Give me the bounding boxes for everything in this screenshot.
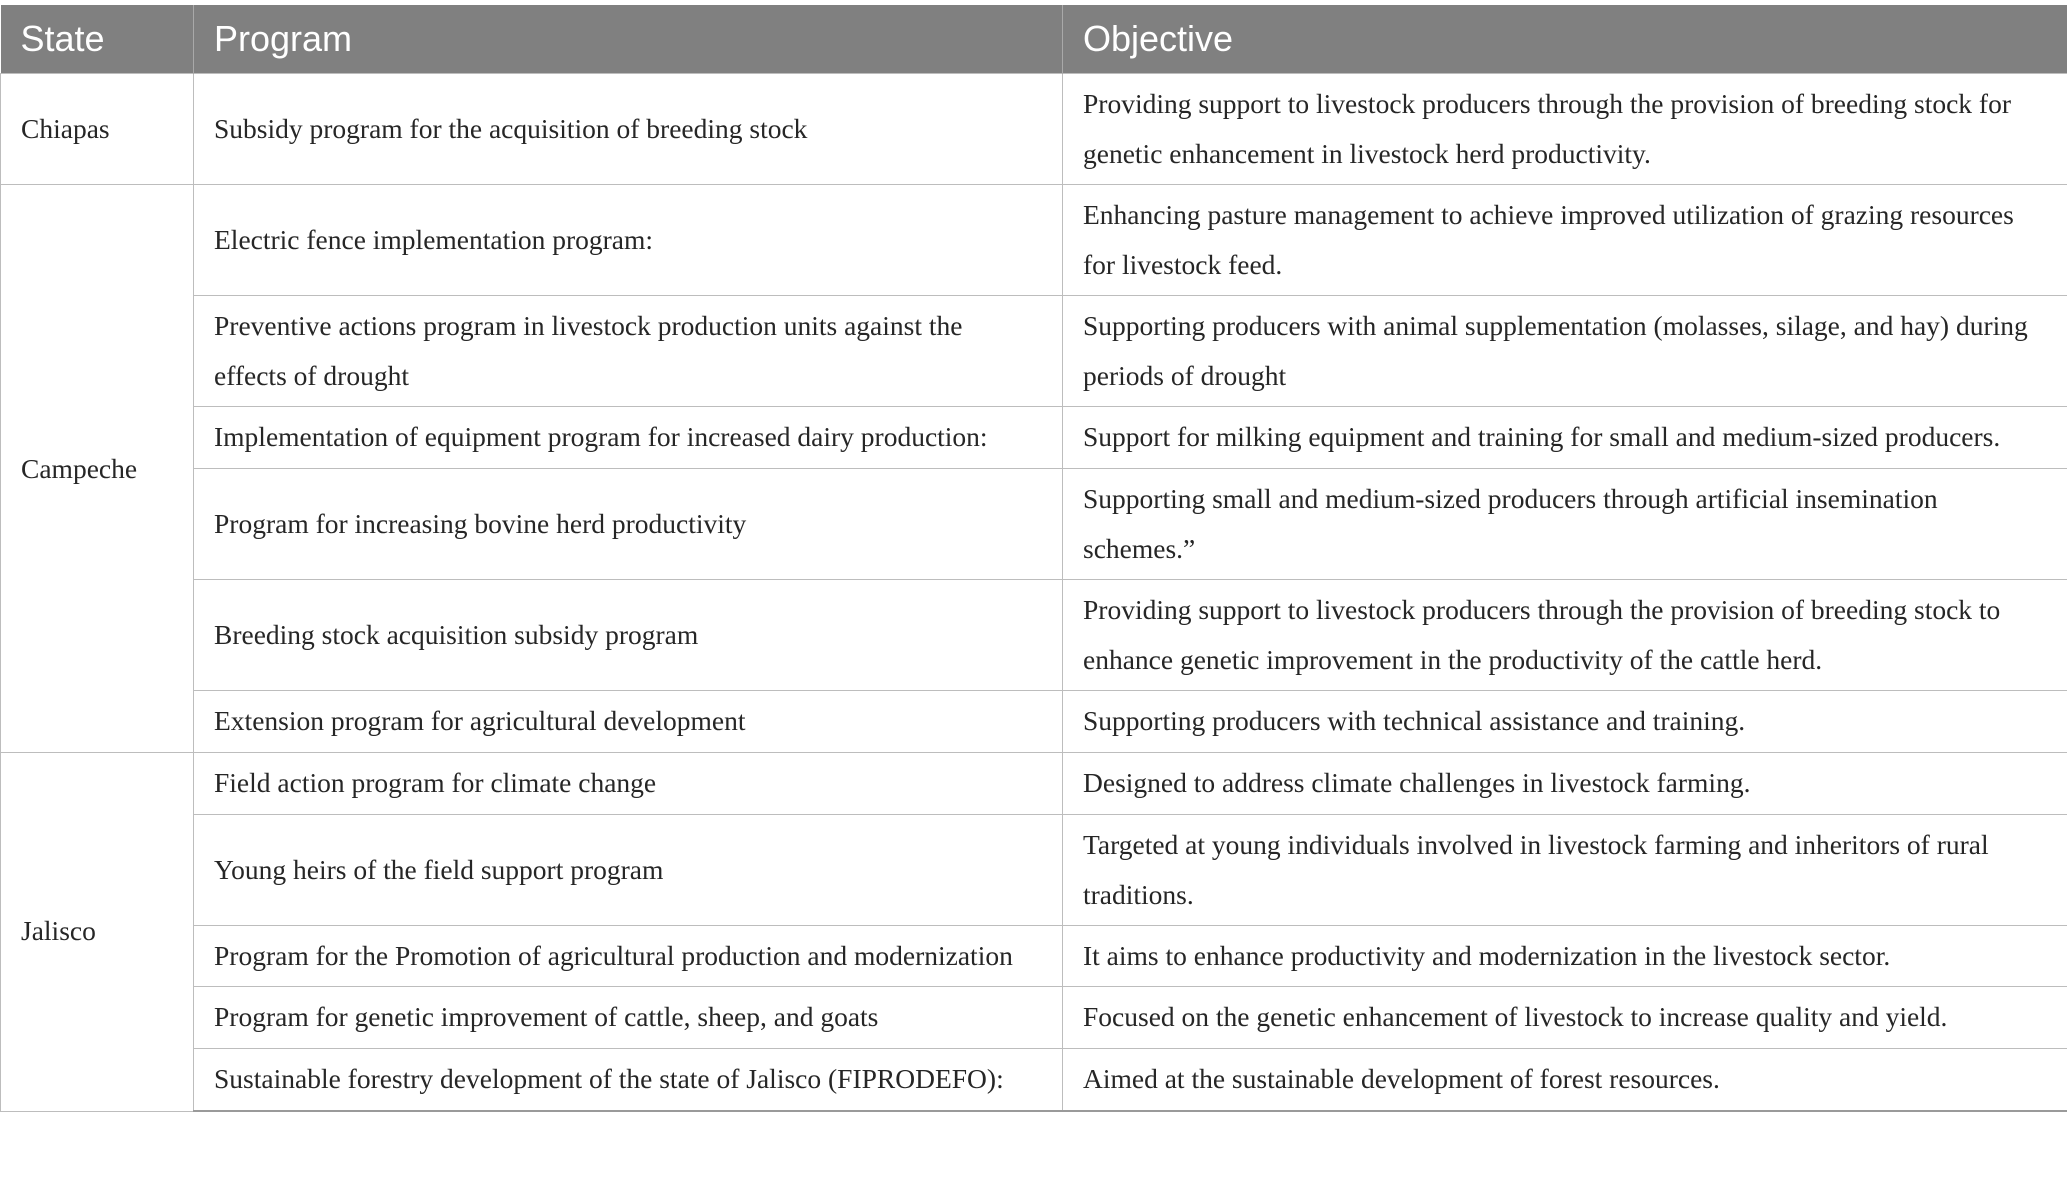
program-cell: Breeding stock acquisition subsidy program	[194, 580, 1063, 691]
program-cell: Sustainable forestry development of the state of Jalisco (FIPRODEFO):	[194, 1049, 1063, 1112]
table-body	[1, 74, 2067, 1112]
table-row	[1, 691, 2067, 753]
objective-cell: It aims to enhance productivity and modernization in the livestock sector.	[1063, 926, 2067, 987]
objective-cell: Supporting small and medium-sized producers through artificial insemination schemes.”	[1063, 469, 2067, 580]
state-cell: Campeche	[1, 185, 194, 753]
program-cell: Program for genetic improvement of cattle, sheep, and goats	[194, 987, 1063, 1049]
column-header-program: Program	[194, 5, 1063, 74]
objective-cell: Focused on the genetic enhancement of livestock to increase quality and yield.	[1063, 987, 2067, 1049]
state-cell: Jalisco	[1, 753, 194, 1112]
table-row	[1, 926, 2067, 987]
program-cell: Program for the Promotion of agricultural production and modernization	[194, 926, 1063, 987]
table-row	[1, 407, 2067, 469]
state-cell: Chiapas	[1, 74, 194, 185]
objective-cell: Targeted at young individuals involved in livestock farming and inheritors of rural traditions.	[1063, 815, 2067, 926]
table-row	[1, 296, 2067, 407]
program-cell: Implementation of equipment program for increased dairy production:	[194, 407, 1063, 469]
objective-cell: Designed to address climate challenges in livestock farming.	[1063, 753, 2067, 815]
program-cell: Extension program for agricultural development	[194, 691, 1063, 753]
program-cell: Preventive actions program in livestock production units against the effects of drought	[194, 296, 1063, 407]
table-row	[1, 185, 2067, 296]
program-cell: Young heirs of the field support program	[194, 815, 1063, 926]
table-row	[1, 74, 2067, 185]
program-cell: Field action program for climate change	[194, 753, 1063, 815]
objective-cell: Supporting producers with animal supplementation (molasses, silage, and hay) during periods of drought	[1063, 296, 2067, 407]
column-header-state: State	[1, 5, 194, 74]
objective-cell: Aimed at the sustainable development of forest resources.	[1063, 1049, 2067, 1112]
table-row	[1, 753, 2067, 815]
table-row	[1, 815, 2067, 926]
header-row	[1, 5, 2067, 74]
program-cell: Program for increasing bovine herd productivity	[194, 469, 1063, 580]
column-header-objective: Objective	[1063, 5, 2067, 74]
objective-cell: Enhancing pasture management to achieve improved utilization of grazing resources for livestock feed.	[1063, 185, 2067, 296]
table-row	[1, 1049, 2067, 1112]
objective-cell: Providing support to livestock producers through the provision of breeding stock to enhance genetic improvement in the productivity of the cattle herd.	[1063, 580, 2067, 691]
objective-cell: Supporting producers with technical assistance and training.	[1063, 691, 2067, 753]
programs-table	[0, 5, 2067, 1112]
table-row	[1, 987, 2067, 1049]
table-row	[1, 469, 2067, 580]
objective-cell: Support for milking equipment and training for small and medium-sized producers.	[1063, 407, 2067, 469]
table-header	[1, 5, 2067, 74]
table-row	[1, 580, 2067, 691]
program-cell: Electric fence implementation program:	[194, 185, 1063, 296]
objective-cell: Providing support to livestock producers through the provision of breeding stock for genetic enhancement in livestock herd productivity.	[1063, 74, 2067, 185]
program-cell: Subsidy program for the acquisition of breeding stock	[194, 74, 1063, 185]
